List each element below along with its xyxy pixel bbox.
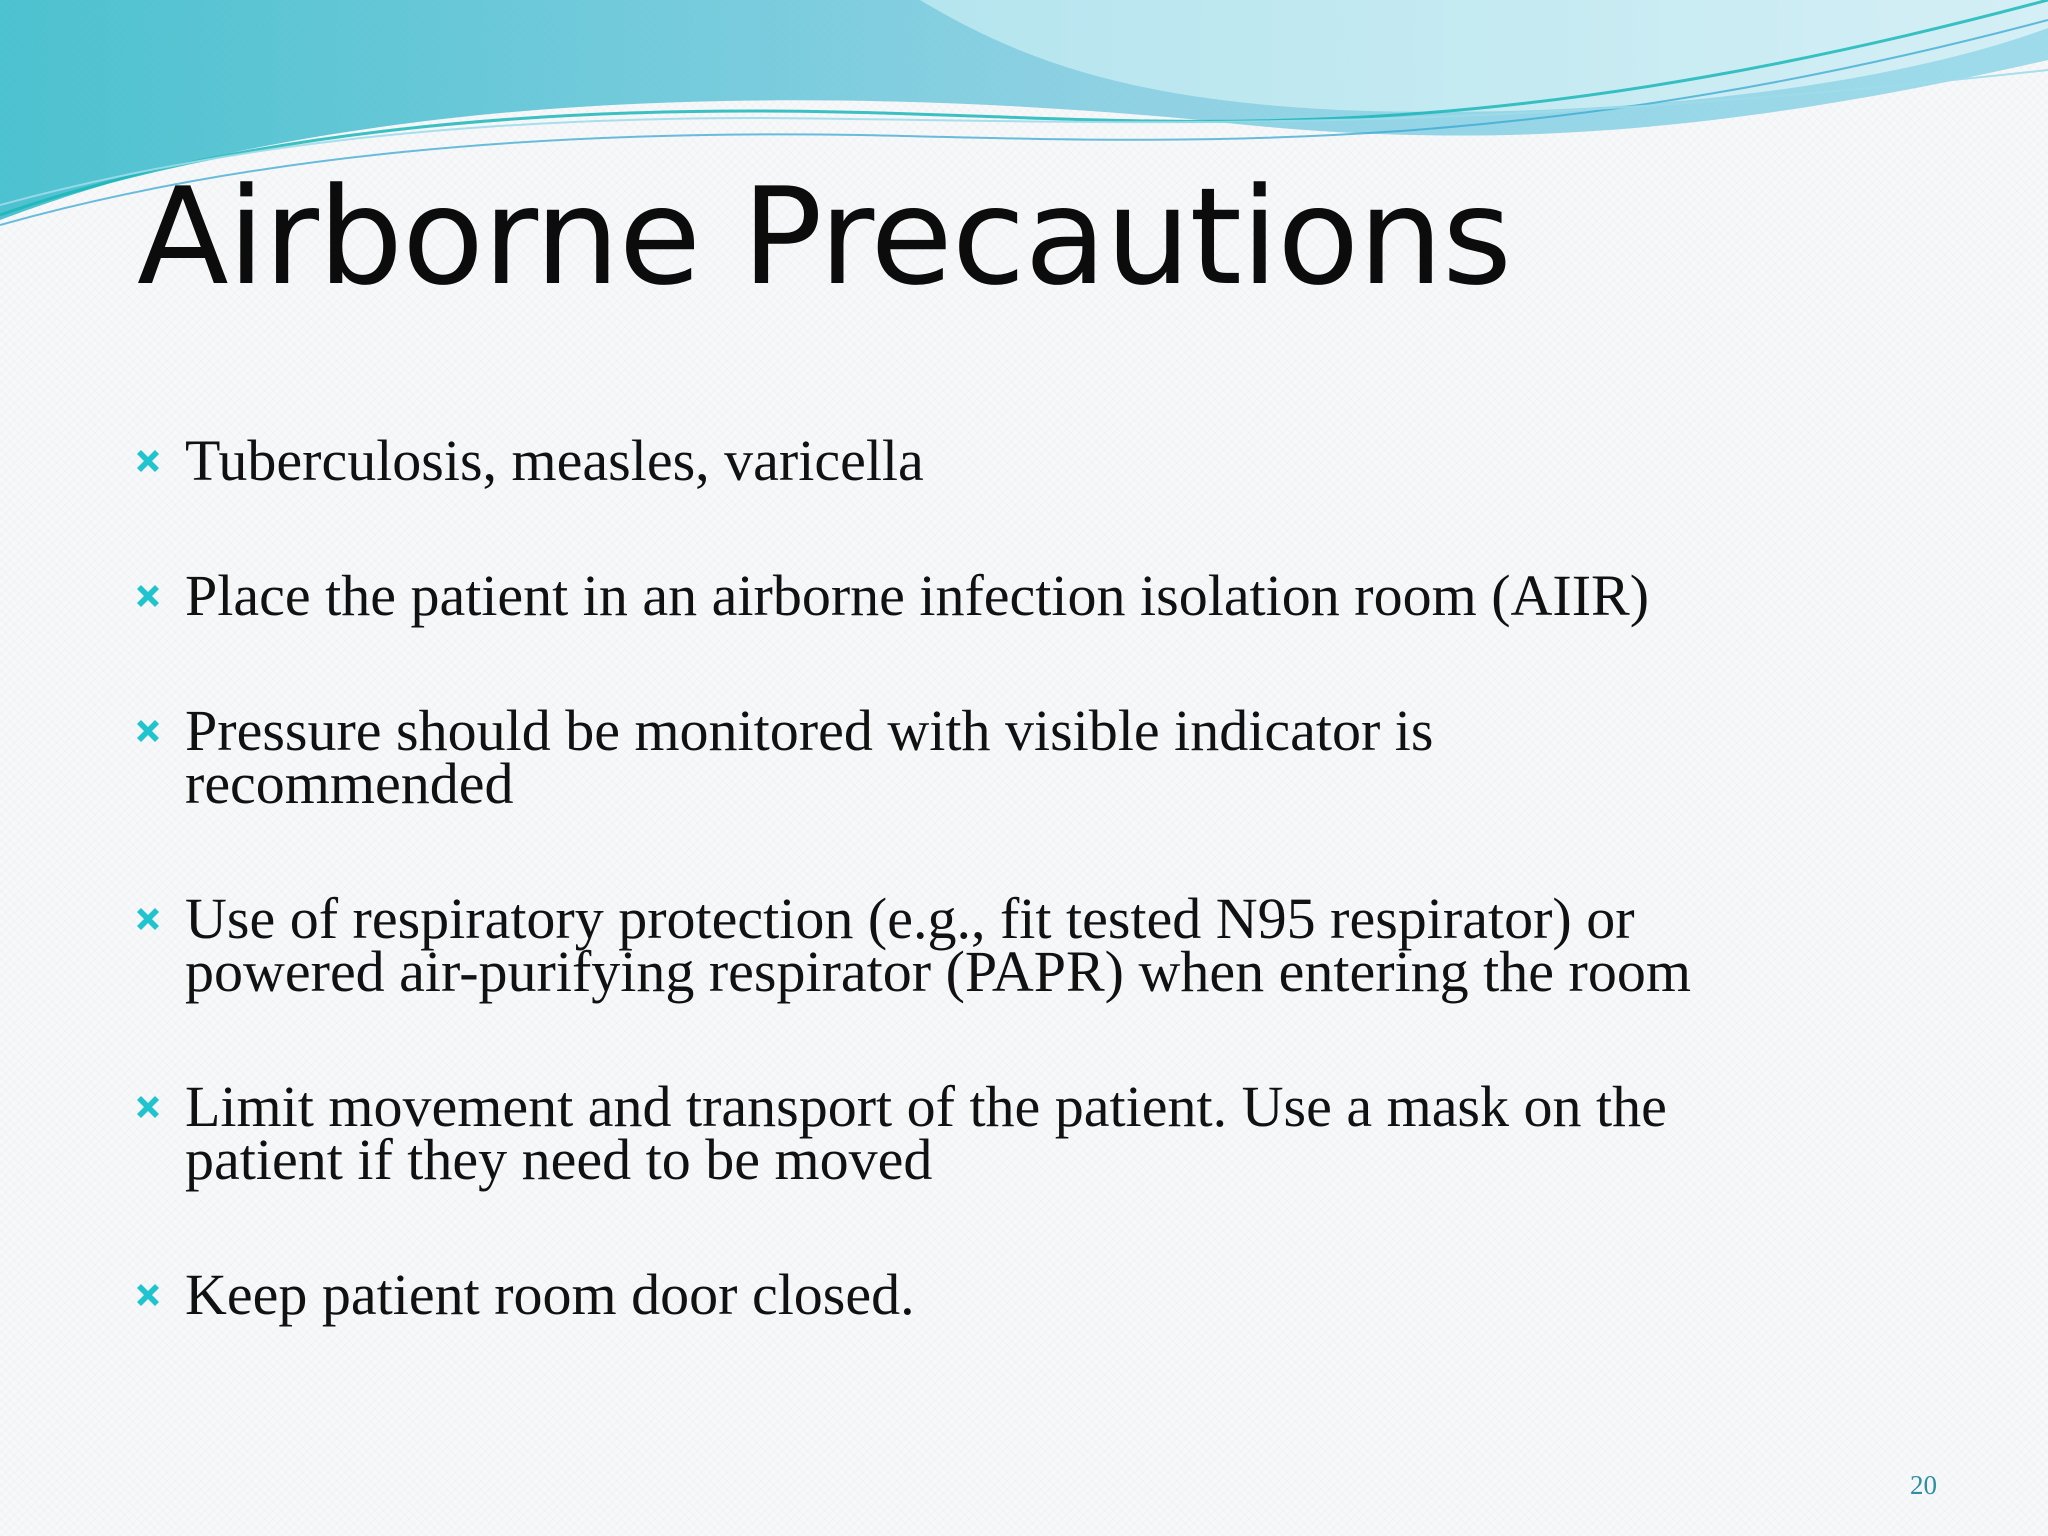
bullet-text: Use of respiratory protection (e.g., fit tested N95 respirator) or powered air-purifying respirator (PAPR) when entering the room <box>185 886 1691 1004</box>
list-item <box>125 698 1925 816</box>
list-item <box>125 563 1925 628</box>
list-item <box>125 1262 1925 1327</box>
bullet-text: Limit movement and transport of the patient. Use a mask on the patient if they need to be moved <box>185 1074 1667 1192</box>
list-item <box>125 886 1925 1004</box>
x-mark-icon <box>131 581 165 615</box>
bullet-text: Pressure should be monitored with visible indicator is recommended <box>185 698 1434 816</box>
bullet-text: Place the patient in an airborne infection isolation room (AIIR) <box>185 563 1650 628</box>
list-item <box>125 1074 1925 1192</box>
list-item <box>125 428 1925 493</box>
bullet-list <box>125 428 1925 1327</box>
x-mark-icon <box>131 716 165 750</box>
slide-title: Airborne Precautions <box>137 159 1511 315</box>
x-mark-icon <box>131 904 165 938</box>
bullet-text: Keep patient room door closed. <box>185 1262 915 1327</box>
x-mark-icon <box>131 1280 165 1314</box>
bullet-text: Tuberculosis, measles, varicella <box>185 428 924 493</box>
page-number: 20 <box>1910 1470 1937 1500</box>
x-mark-icon <box>131 1092 165 1126</box>
x-mark-icon <box>131 446 165 480</box>
